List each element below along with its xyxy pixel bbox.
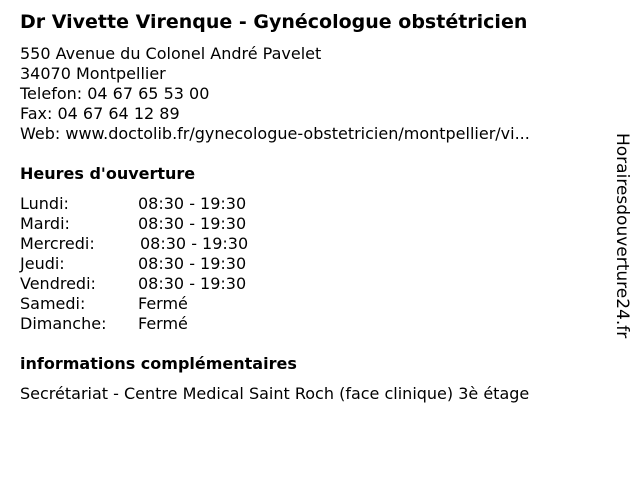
day-label: Jeudi: <box>20 254 65 273</box>
day-label: Vendredi: <box>20 274 96 293</box>
time-value: 08:30 - 19:30 <box>138 274 247 293</box>
time-value: 08:30 - 19:30 <box>140 234 249 253</box>
info-text: Secrétariat - Centre Medical Saint Roch (face clinique) 3è étage <box>20 384 530 403</box>
time-value: Fermé <box>138 314 188 333</box>
address-line-city: 34070 Montpellier <box>20 64 166 83</box>
site-watermark: Horairesdouverture24.fr <box>612 133 632 339</box>
hours-row-wednesday <box>20 234 320 254</box>
hours-row-monday <box>20 194 320 214</box>
day-label: Samedi: <box>20 294 86 313</box>
day-label: Mercredi: <box>20 234 95 253</box>
day-label: Mardi: <box>20 214 70 233</box>
day-label: Lundi: <box>20 194 69 213</box>
hours-row-tuesday <box>20 214 320 234</box>
phone-number: Telefon: 04 67 65 53 00 <box>20 84 210 103</box>
hours-heading: Heures d'ouverture <box>20 164 196 183</box>
time-value: 08:30 - 19:30 <box>138 254 247 273</box>
hours-row-thursday <box>20 254 320 274</box>
time-value: Fermé <box>138 294 188 313</box>
time-value: 08:30 - 19:30 <box>138 214 247 233</box>
hours-table <box>20 194 320 334</box>
contact-block <box>20 44 530 144</box>
hours-row-friday <box>20 274 320 294</box>
fax-number: Fax: 04 67 64 12 89 <box>20 104 180 123</box>
website-link[interactable]: Web: www.doctolib.fr/gynecologue-obstetricien/montpellier/vi... <box>20 124 530 143</box>
hours-row-sunday <box>20 314 320 334</box>
page-title: Dr Vivette Virenque - Gynécologue obstétricien <box>20 11 528 33</box>
hours-row-saturday <box>20 294 320 314</box>
time-value: 08:30 - 19:30 <box>138 194 247 213</box>
day-label: Dimanche: <box>20 314 107 333</box>
info-heading: informations complémentaires <box>20 354 297 373</box>
address-line-street: 550 Avenue du Colonel André Pavelet <box>20 44 322 63</box>
